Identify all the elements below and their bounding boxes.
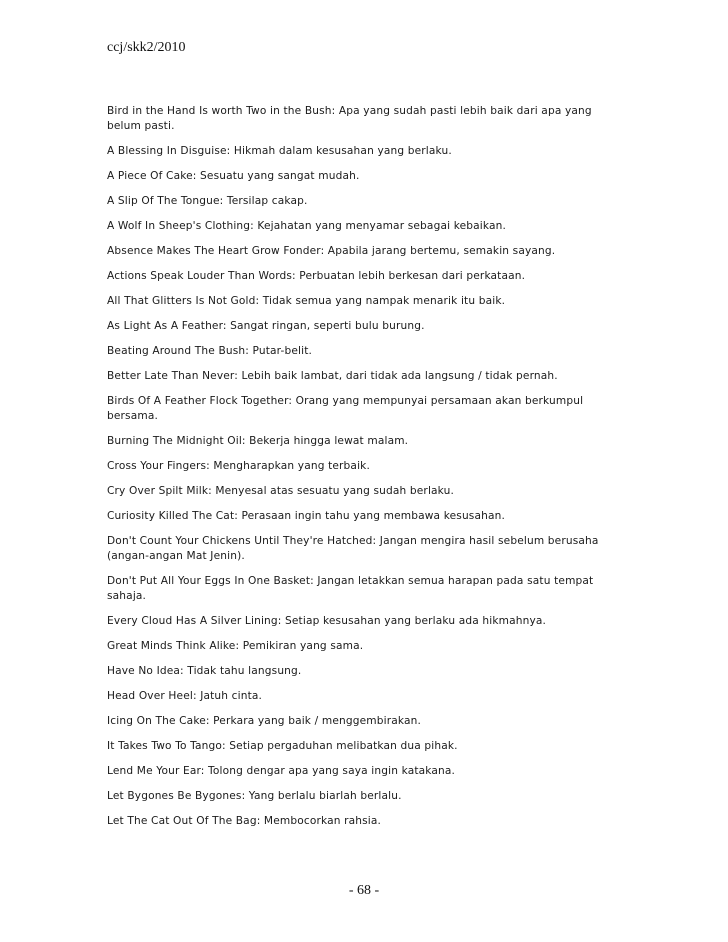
- idiom-entry: Don't Put All Your Eggs In One Basket: Jangan letakkan semua harapan pada satu tempat sahaja.: [107, 575, 594, 602]
- document-header-reference: ccj/skk2/2010: [107, 40, 186, 55]
- idiom-entry: Bird in the Hand Is worth Two in the Bush: Apa yang sudah pasti lebih baik dari apa yang belum pasti.: [107, 105, 592, 132]
- idiom-entry: Have No Idea: Tidak tahu langsung.: [107, 665, 302, 677]
- idiom-entry: Every Cloud Has A Silver Lining: Setiap kesusahan yang berlaku ada hikmahnya.: [107, 615, 547, 627]
- idiom-entry: Better Late Than Never: Lebih baik lambat, dari tidak ada langsung / tidak pernah.: [107, 370, 558, 382]
- idiom-entry: Curiosity Killed The Cat: Perasaan ingin tahu yang membawa kesusahan.: [107, 510, 506, 522]
- idiom-entry: Let Bygones Be Bygones: Yang berlalu biarlah berlalu.: [107, 790, 402, 802]
- idiom-entry: Birds Of A Feather Flock Together: Orang yang mempunyai persamaan akan berkumpul bersama.: [107, 395, 584, 422]
- idiom-list: [107, 104, 627, 839]
- idiom-entry: Don't Count Your Chickens Until They're Hatched: Jangan mengira hasil sebelum berusaha (angan-angan Mat Jenin).: [107, 535, 599, 562]
- idiom-entry: Cry Over Spilt Milk: Menyesal atas sesuatu yang sudah berlaku.: [107, 485, 455, 497]
- page-number: - 68 -: [348, 883, 380, 898]
- idiom-entry: Actions Speak Louder Than Words: Perbuatan lebih berkesan dari perkataan.: [107, 270, 526, 282]
- idiom-entry: Absence Makes The Heart Grow Fonder: Apabila jarang bertemu, semakin sayang.: [107, 245, 556, 257]
- idiom-entry: Let The Cat Out Of The Bag: Membocorkan rahsia.: [107, 815, 382, 827]
- idiom-entry: Burning The Midnight Oil: Bekerja hingga lewat malam.: [107, 435, 409, 447]
- idiom-entry: Icing On The Cake: Perkara yang baik / menggembirakan.: [107, 715, 421, 727]
- idiom-entry: A Slip Of The Tongue: Tersilap cakap.: [107, 195, 308, 207]
- idiom-entry: Lend Me Your Ear: Tolong dengar apa yang saya ingin katakana.: [107, 765, 456, 777]
- idiom-entry: A Piece Of Cake: Sesuatu yang sangat mudah.: [107, 170, 360, 182]
- idiom-entry: Cross Your Fingers: Mengharapkan yang terbaik.: [107, 460, 370, 472]
- idiom-entry: Head Over Heel: Jatuh cinta.: [107, 690, 263, 702]
- idiom-entry: Great Minds Think Alike: Pemikiran yang sama.: [107, 640, 364, 652]
- idiom-entry: A Wolf In Sheep's Clothing: Kejahatan yang menyamar sebagai kebaikan.: [107, 220, 507, 232]
- idiom-entry: It Takes Two To Tango: Setiap pergaduhan melibatkan dua pihak.: [107, 740, 458, 752]
- idiom-entry: A Blessing In Disguise: Hikmah dalam kesusahan yang berlaku.: [107, 145, 452, 157]
- idiom-entry: Beating Around The Bush: Putar-belit.: [107, 345, 313, 357]
- idiom-entry: All That Glitters Is Not Gold: Tidak semua yang nampak menarik itu baik.: [107, 295, 506, 307]
- idiom-entry: As Light As A Feather: Sangat ringan, seperti bulu burung.: [107, 320, 425, 332]
